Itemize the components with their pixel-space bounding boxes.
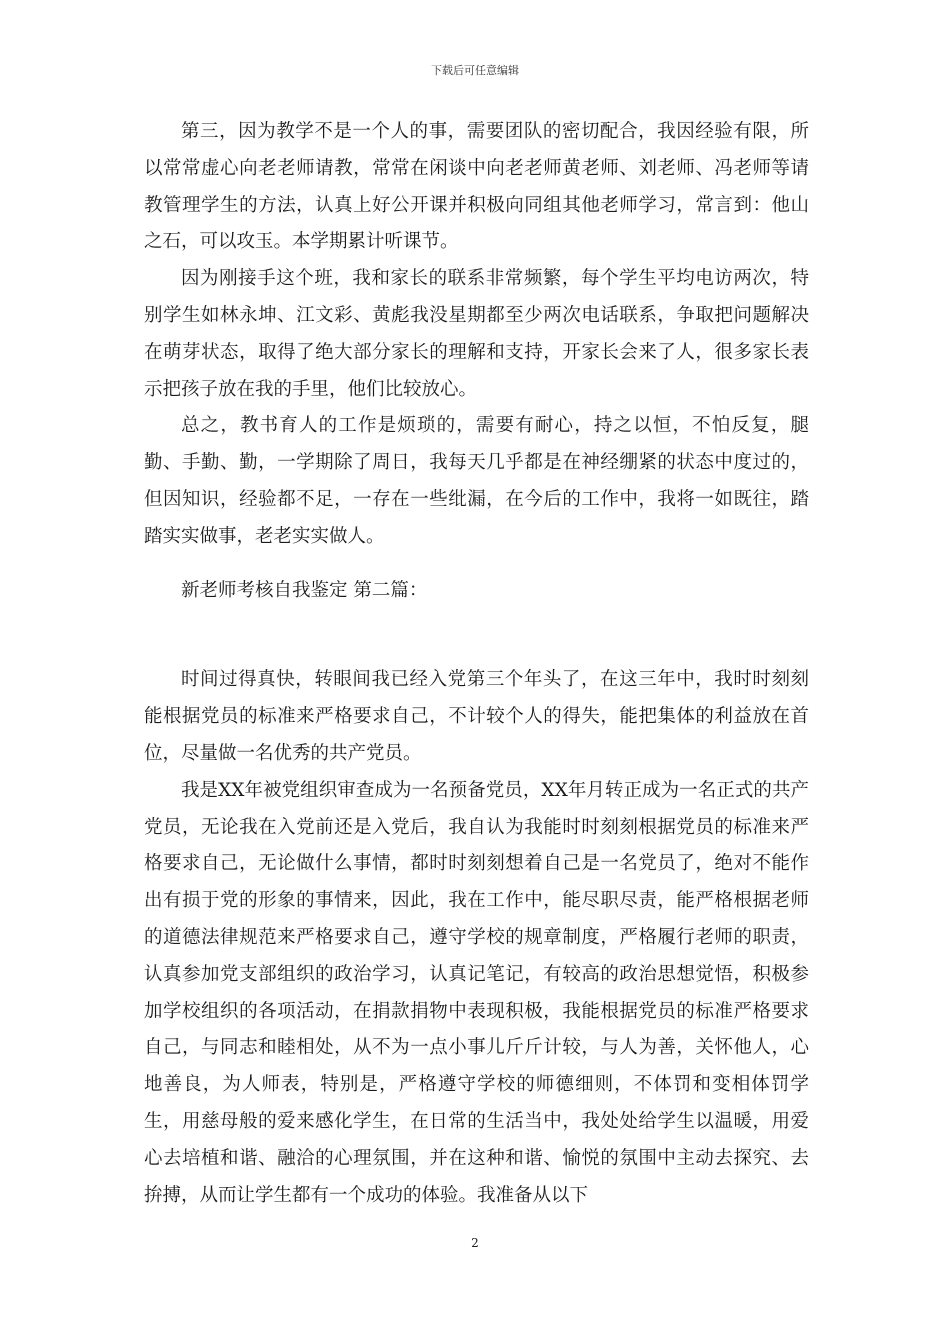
- paragraph-party-member: 我是XX年被党组织审查成为一名预备党员，XX年月转正成为一名正式的共产党员，无论我在入党前还是入党后，我自认为我能时时刻刻根据党员的标准来严格要求自己，无论做什么事情，都时时刻刻想着自己是一名党员了，绝对不能作出有损于党的形象的事情来，因此，我在工作中，能尽职尽责，能严格根据老师的道德法律规范来严格要求自己，遵守学校的规章制度，严格履行老师的职责，认真参加党支部组织的政治学习，认真记笔记，有较高的政治思想觉悟，积极参加学校组织的各项活动，在捐款捐物中表现积极，我能根据党员的标准严格要求自己，与同志和睦相处，从不为一点小事儿斤斤计较，与人为善，关怀他人，心地善良，为人师表，特别是，严格遵守学校的师德细则，不体罚和变相体罚学生，用慈母般的爱来感化学生，在日常的生活当中，我处处给学生以温暖，用爱心去培植和谐、融洽的心理氛围，并在这种和谐、愉悦的氛围中主动去探究、去拚搏，从而让学生都有一个成功的体验。我准备从以下: [144, 779, 809, 1206]
- paragraph-party-years: 时间过得真快，转眼间我已经入党第三个年头了，在这三年中，我时时刻刻能根据党员的标准来严格要求自己，不计较个人的得失，能把集体的利益放在首位，尽量做一名优秀的共产党员。: [144, 669, 809, 764]
- paragraph-summary: 总之，教书育人的工作是烦琐的，需要有耐心，持之以恒，不怕反复，腿勤、手勤、勤，一学期除了周日，我每天几乎都是在神经绷紧的状态中度过的，但因知识，经验都不足，一存在一些纰漏，在今后的工作中，我将一如既往，踏踏实实做事，老老实实做人。: [144, 415, 809, 547]
- page-number: 2: [471, 1236, 479, 1250]
- section-title: 新老师考核自我鉴定 第二篇：: [181, 579, 428, 601]
- paragraph-parent-contact: 因为刚接手这个班，我和家长的联系非常频繁，每个学生平均电访两次，特别学生如林永坤、江文彩、黄彪我没星期都至少两次电话联系，争取把问题解决在萌芽状态，取得了绝大部分家长的理解和支持，开家长会来了人，很多家长表示把孩子放在我的手里，他们比较放心。: [144, 268, 809, 400]
- paragraph-teamwork: 第三，因为教学不是一个人的事，需要团队的密切配合，我因经验有限，所以常常虚心向老老师请教，常常在闲谈中向老老师黄老师、刘老师、冯老师等请教管理学生的方法，认真上好公开课并积极向同组其他老师学习，常言到：他山之石，可以攻玉。本学期累计听课节。: [144, 121, 809, 253]
- document-body: [144, 114, 809, 1214]
- page-header: 下载后可任意编辑: [431, 64, 519, 77]
